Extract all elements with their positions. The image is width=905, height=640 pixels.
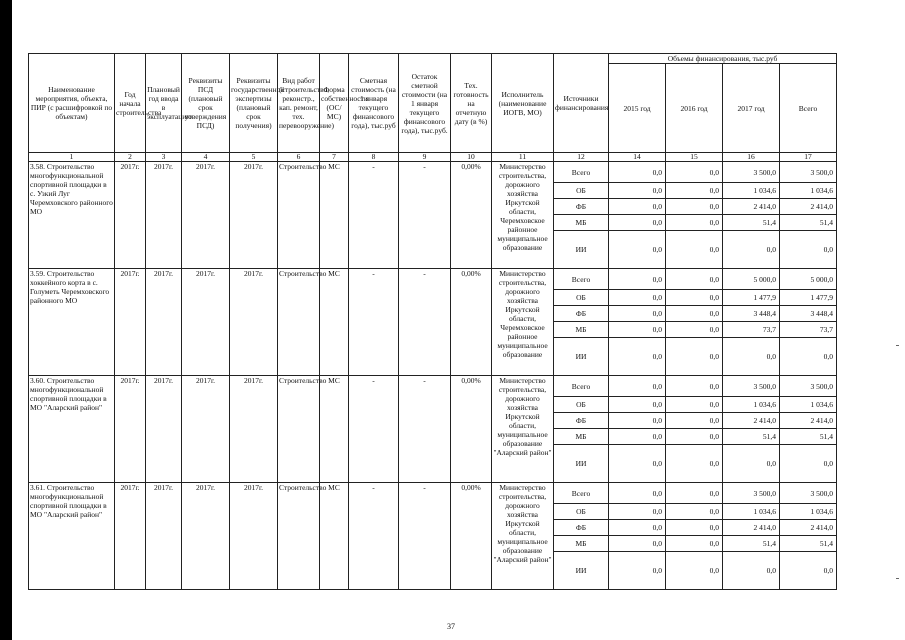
- table-row: [29, 162, 837, 183]
- funding-y2016: 0,0: [666, 413, 723, 429]
- funding-total: 51,4: [780, 215, 837, 231]
- col-header-sources: Источники финансирования: [554, 54, 609, 153]
- estimated-cost: -: [349, 162, 399, 269]
- col-header-2015: 2015 год: [609, 64, 666, 153]
- funding-source: ИИ: [554, 231, 609, 269]
- col-header-total: Всего: [780, 64, 837, 153]
- col-header-funding-group: Объемы финансирования, тыс.руб: [609, 54, 837, 64]
- column-number: 2: [115, 153, 146, 162]
- readiness: 0,00%: [451, 483, 492, 590]
- funding-total: 2 414,0: [780, 413, 837, 429]
- funding-y2015: 0,0: [609, 504, 666, 520]
- column-number: 8: [349, 153, 399, 162]
- funding-y2017: 3 448,4: [723, 306, 780, 322]
- col-header-start-year: Год начала строительства: [115, 54, 146, 153]
- readiness: 0,00%: [451, 376, 492, 483]
- funding-y2016: 0,0: [666, 552, 723, 590]
- margin-mark: [896, 578, 899, 579]
- funding-y2017: 1 034,6: [723, 504, 780, 520]
- col-header-planned-year: Плановый год ввода в эксплуатацию: [146, 54, 182, 153]
- funding-y2015: 0,0: [609, 199, 666, 215]
- col-header-estimated-cost: Сметная стоимость (на 1 января текущего финансового года), тыс.руб: [349, 54, 399, 153]
- expertise-date: 2017г.: [230, 162, 278, 269]
- column-number-row: [29, 153, 837, 162]
- expertise-date: 2017г.: [230, 269, 278, 376]
- funding-total: 0,0: [780, 552, 837, 590]
- funding-y2016: 0,0: [666, 231, 723, 269]
- funding-y2016: 0,0: [666, 520, 723, 536]
- planned-year: 2017г.: [146, 376, 182, 483]
- funding-y2017: 2 414,0: [723, 520, 780, 536]
- funding-y2017: 73,7: [723, 322, 780, 338]
- funding-total: 3 448,4: [780, 306, 837, 322]
- funding-source: Всего: [554, 162, 609, 183]
- col-header-name: Наименование мероприятия, объекта, ПИР (с расшифровкой по объектам): [29, 54, 115, 153]
- column-number: 4: [182, 153, 230, 162]
- funding-y2016: 0,0: [666, 504, 723, 520]
- remaining-cost: -: [399, 269, 451, 376]
- object-name: 3.58. Строительство многофункциональной спортивной площадки в с. Узкий Луг Черемховского районного МО: [29, 162, 115, 269]
- psd-date: 2017г.: [182, 162, 230, 269]
- funding-y2015: 0,0: [609, 376, 666, 397]
- funding-y2017: 0,0: [723, 552, 780, 590]
- planned-year: 2017г.: [146, 162, 182, 269]
- funding-source: МБ: [554, 536, 609, 552]
- start-year: 2017г.: [115, 269, 146, 376]
- funding-y2017: 5 000,0: [723, 269, 780, 290]
- funding-source: ФБ: [554, 520, 609, 536]
- funding-y2017: 0,0: [723, 445, 780, 483]
- funding-y2016: 0,0: [666, 445, 723, 483]
- column-number: 16: [723, 153, 780, 162]
- funding-total: 3 500,0: [780, 162, 837, 183]
- funding-total: 0,0: [780, 338, 837, 376]
- funding-y2017: 3 500,0: [723, 162, 780, 183]
- funding-y2015: 0,0: [609, 397, 666, 413]
- work-type: Строительство: [278, 376, 320, 483]
- column-number: 17: [780, 153, 837, 162]
- funding-y2015: 0,0: [609, 413, 666, 429]
- table-row: [29, 269, 837, 290]
- funding-y2015: 0,0: [609, 322, 666, 338]
- object-name: 3.61. Строительство многофункциональной спортивной площадки в МО "Аларский район": [29, 483, 115, 590]
- executor: Министерство строительства, дорожного хозяйства Иркутской области, муниципальное образование "Аларский район": [492, 376, 554, 483]
- remaining-cost: -: [399, 162, 451, 269]
- funding-source: Всего: [554, 483, 609, 504]
- financing-table-sheet: [28, 53, 836, 590]
- funding-source: МБ: [554, 429, 609, 445]
- funding-y2017: 0,0: [723, 231, 780, 269]
- funding-source: МБ: [554, 322, 609, 338]
- funding-source: ИИ: [554, 445, 609, 483]
- funding-y2015: 0,0: [609, 520, 666, 536]
- funding-y2016: 0,0: [666, 483, 723, 504]
- work-type: Строительство: [278, 483, 320, 590]
- funding-source: ФБ: [554, 306, 609, 322]
- funding-y2016: 0,0: [666, 290, 723, 306]
- funding-y2016: 0,0: [666, 183, 723, 199]
- funding-y2016: 0,0: [666, 306, 723, 322]
- funding-total: 51,4: [780, 429, 837, 445]
- col-header-work-type: Вид работ (строительство, реконстр., кап. ремонт, тех. перевооружение): [278, 54, 320, 153]
- funding-y2016: 0,0: [666, 199, 723, 215]
- executor: Министерство строительства, дорожного хозяйства Иркутской области, Черемховское районное муниципальное образование: [492, 162, 554, 269]
- funding-y2015: 0,0: [609, 445, 666, 483]
- ownership-form: МС: [320, 376, 349, 483]
- expertise-date: 2017г.: [230, 376, 278, 483]
- funding-total: 0,0: [780, 231, 837, 269]
- funding-y2017: 51,4: [723, 429, 780, 445]
- funding-total: 2 414,0: [780, 199, 837, 215]
- funding-y2015: 0,0: [609, 162, 666, 183]
- funding-source: Всего: [554, 269, 609, 290]
- funding-y2015: 0,0: [609, 536, 666, 552]
- funding-y2015: 0,0: [609, 552, 666, 590]
- ownership-form: МС: [320, 483, 349, 590]
- funding-total: 1 034,6: [780, 397, 837, 413]
- column-number: 15: [666, 153, 723, 162]
- funding-y2015: 0,0: [609, 231, 666, 269]
- funding-y2016: 0,0: [666, 269, 723, 290]
- readiness: 0,00%: [451, 269, 492, 376]
- funding-y2015: 0,0: [609, 338, 666, 376]
- column-number: 12: [554, 153, 609, 162]
- funding-total: 1 034,6: [780, 504, 837, 520]
- ownership-form: МС: [320, 269, 349, 376]
- funding-y2016: 0,0: [666, 397, 723, 413]
- funding-y2017: 3 500,0: [723, 483, 780, 504]
- executor: Министерство строительства, дорожного хозяйства Иркутской области, Черемховское районное муниципальное образование: [492, 269, 554, 376]
- funding-y2015: 0,0: [609, 290, 666, 306]
- column-number: 10: [451, 153, 492, 162]
- funding-total: 73,7: [780, 322, 837, 338]
- start-year: 2017г.: [115, 376, 146, 483]
- readiness: 0,00%: [451, 162, 492, 269]
- col-header-remaining-cost: Остаток сметной стоимости (на 1 января текущего финансового года), тыс.руб.: [399, 54, 451, 153]
- funding-total: 1 477,9: [780, 290, 837, 306]
- column-number: 5: [230, 153, 278, 162]
- col-header-ownership: Форма собственности (ОС/МС): [320, 54, 349, 153]
- funding-y2017: 51,4: [723, 536, 780, 552]
- funding-source: ОБ: [554, 397, 609, 413]
- funding-total: 51,4: [780, 536, 837, 552]
- table-body: [29, 162, 837, 590]
- funding-y2017: 1 034,6: [723, 183, 780, 199]
- funding-source: ИИ: [554, 552, 609, 590]
- estimated-cost: -: [349, 376, 399, 483]
- funding-y2016: 0,0: [666, 322, 723, 338]
- column-number: 9: [399, 153, 451, 162]
- column-number: 1: [29, 153, 115, 162]
- funding-total: 5 000,0: [780, 269, 837, 290]
- object-name: 3.60. Строительство многофункциональной спортивной площадки в МО "Аларский район": [29, 376, 115, 483]
- funding-y2015: 0,0: [609, 306, 666, 322]
- funding-y2017: 1 477,9: [723, 290, 780, 306]
- estimated-cost: -: [349, 269, 399, 376]
- funding-y2017: 3 500,0: [723, 376, 780, 397]
- start-year: 2017г.: [115, 162, 146, 269]
- psd-date: 2017г.: [182, 376, 230, 483]
- page-number: 37: [447, 622, 455, 631]
- col-header-2017: 2017 год: [723, 64, 780, 153]
- funding-y2016: 0,0: [666, 536, 723, 552]
- col-header-2016: 2016 год: [666, 64, 723, 153]
- funding-source: ФБ: [554, 199, 609, 215]
- funding-total: 1 034,6: [780, 183, 837, 199]
- funding-y2015: 0,0: [609, 215, 666, 231]
- column-number: 3: [146, 153, 182, 162]
- funding-y2015: 0,0: [609, 429, 666, 445]
- estimated-cost: -: [349, 483, 399, 590]
- work-type: Строительство: [278, 162, 320, 269]
- funding-y2017: 1 034,6: [723, 397, 780, 413]
- start-year: 2017г.: [115, 483, 146, 590]
- funding-y2015: 0,0: [609, 183, 666, 199]
- funding-source: Всего: [554, 376, 609, 397]
- funding-source: ОБ: [554, 290, 609, 306]
- remaining-cost: -: [399, 376, 451, 483]
- funding-y2017: 2 414,0: [723, 413, 780, 429]
- column-number: 14: [609, 153, 666, 162]
- funding-y2016: 0,0: [666, 338, 723, 376]
- column-number: 6: [278, 153, 320, 162]
- funding-y2017: 51,4: [723, 215, 780, 231]
- funding-y2017: 2 414,0: [723, 199, 780, 215]
- col-header-psd: Реквизиты ПСД (плановый срок утверждения ПСД): [182, 54, 230, 153]
- margin-mark: [896, 345, 899, 346]
- funding-total: 3 500,0: [780, 483, 837, 504]
- funding-source: ФБ: [554, 413, 609, 429]
- psd-date: 2017г.: [182, 269, 230, 376]
- funding-y2016: 0,0: [666, 162, 723, 183]
- remaining-cost: -: [399, 483, 451, 590]
- funding-total: 3 500,0: [780, 376, 837, 397]
- expertise-date: 2017г.: [230, 483, 278, 590]
- col-header-expertise: Реквизиты государственной экспертизы (плановый срок получения): [230, 54, 278, 153]
- ownership-form: МС: [320, 162, 349, 269]
- scan-edge: [0, 0, 12, 640]
- column-number: 7: [320, 153, 349, 162]
- funding-y2015: 0,0: [609, 269, 666, 290]
- funding-y2015: 0,0: [609, 483, 666, 504]
- work-type: Строительство: [278, 269, 320, 376]
- executor: Министерство строительства, дорожного хозяйства Иркутской области, муниципальное образование "Аларский район": [492, 483, 554, 590]
- funding-source: ИИ: [554, 338, 609, 376]
- planned-year: 2017г.: [146, 269, 182, 376]
- funding-total: 0,0: [780, 445, 837, 483]
- funding-source: ОБ: [554, 504, 609, 520]
- funding-y2016: 0,0: [666, 376, 723, 397]
- funding-y2016: 0,0: [666, 429, 723, 445]
- column-number: 11: [492, 153, 554, 162]
- psd-date: 2017г.: [182, 483, 230, 590]
- funding-source: МБ: [554, 215, 609, 231]
- funding-total: 2 414,0: [780, 520, 837, 536]
- col-header-executor: Исполнитель (наименование ИОГВ, МО): [492, 54, 554, 153]
- funding-y2016: 0,0: [666, 215, 723, 231]
- col-header-readiness: Тех. готовность на отчетную дату (в %): [451, 54, 492, 153]
- object-name: 3.59. Строительство хоккейного корта в с. Голуметь Черемховского районного МО: [29, 269, 115, 376]
- financing-table: [28, 53, 837, 590]
- table-row: [29, 483, 837, 504]
- table-row: [29, 376, 837, 397]
- funding-y2017: 0,0: [723, 338, 780, 376]
- planned-year: 2017г.: [146, 483, 182, 590]
- funding-source: ОБ: [554, 183, 609, 199]
